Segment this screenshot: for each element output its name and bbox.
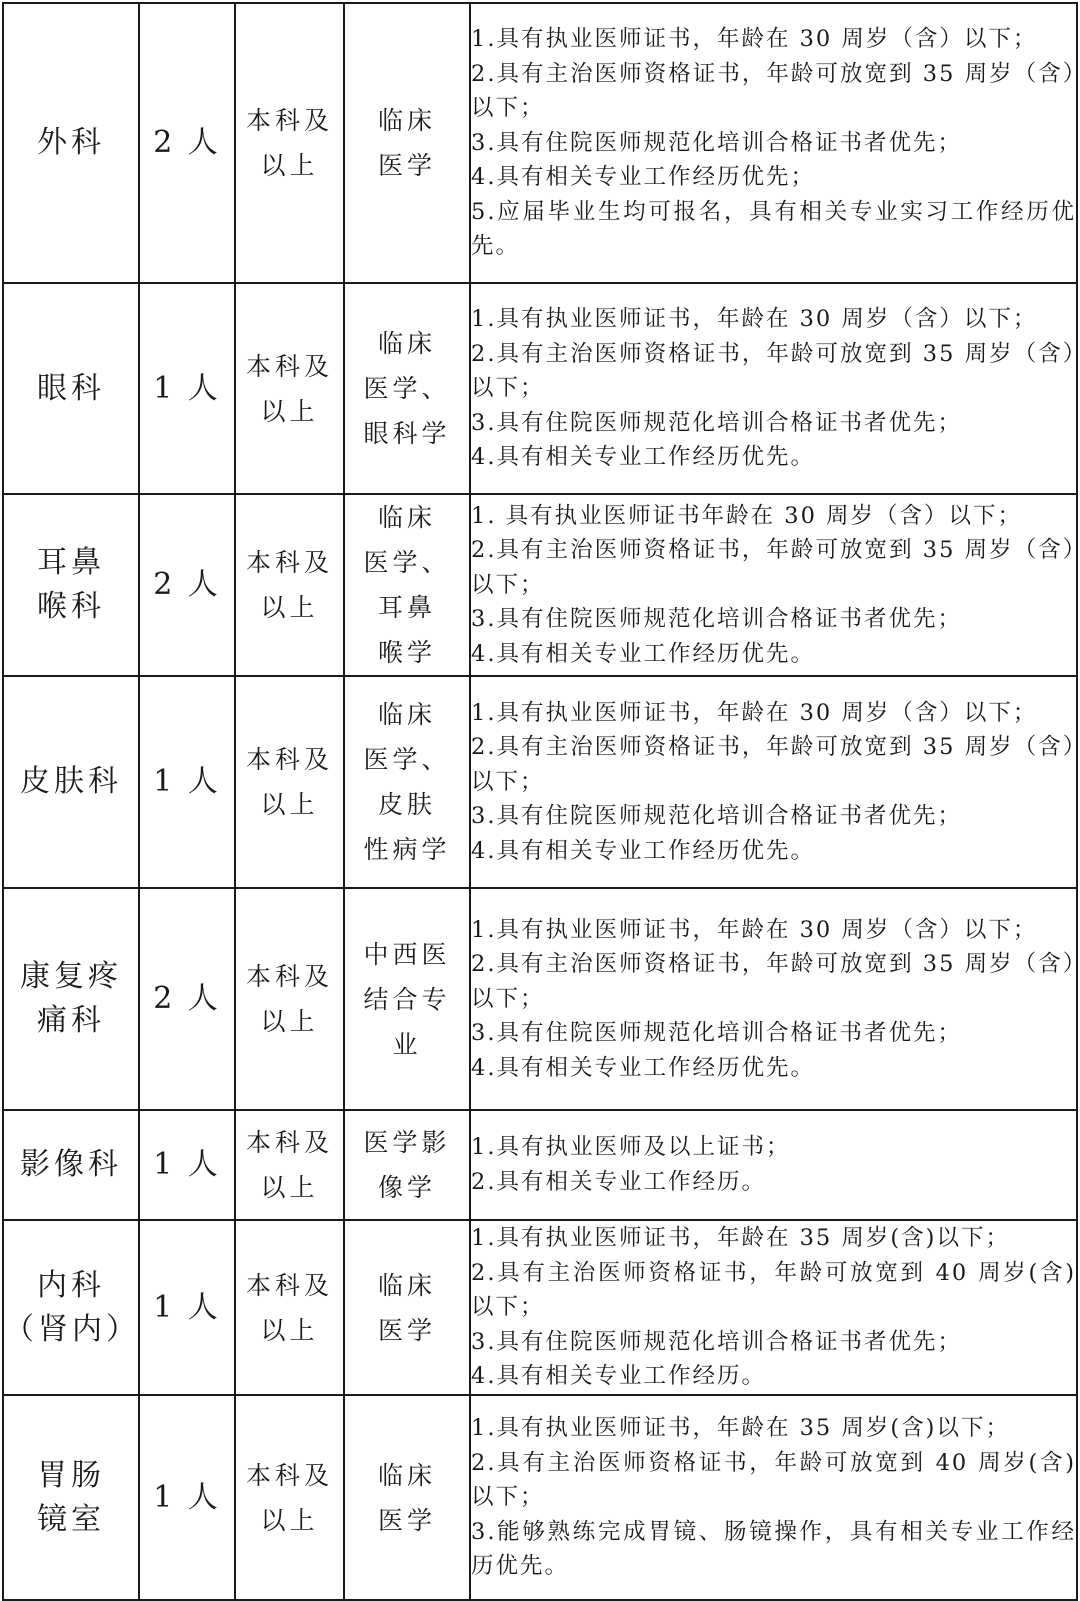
requirements-cell	[470, 3, 1077, 283]
major-line: 皮肤	[377, 790, 436, 819]
major-line: 眼科学	[363, 419, 451, 448]
table-row	[3, 494, 1077, 676]
major-line: 喉学	[377, 638, 436, 667]
requirements-cell	[470, 1220, 1077, 1395]
requirement-item: 2.具有主治医师资格证书，年龄可放宽到 35 周岁（含）以下；	[471, 60, 1076, 122]
requirement-item: 2.具有主治医师资格证书，年龄可放宽到 35 周岁（含）以下；	[471, 734, 1076, 795]
headcount-cell: 1 人	[139, 283, 235, 494]
requirement-item: 1.具有执业医师证书，年龄在 30 周岁（含）以下；	[471, 306, 1038, 333]
major-line: 业	[392, 1029, 422, 1059]
table-body	[3, 3, 1077, 1600]
requirement-item: 4.具有相关专业工作经历优先。	[471, 1054, 815, 1081]
major-cell	[344, 676, 470, 888]
requirement-item: 3.具有住院医师规范化培训合格证书者优先；	[471, 606, 962, 633]
major-cell	[344, 3, 470, 283]
major-line: 医学影	[363, 1128, 451, 1157]
requirement-item: 3.具有住院医师规范化培训合格证书者优先；	[471, 1020, 962, 1047]
education-line: 本科及	[245, 1128, 333, 1157]
major-line: 结合专	[363, 984, 451, 1014]
education-cell	[235, 1220, 344, 1395]
department-name: 皮肤科	[20, 764, 122, 799]
requirement-item: 3.具有住院医师规范化培训合格证书者优先；	[471, 409, 962, 436]
education-line: 本科及	[245, 106, 333, 135]
education-line: 本科及	[245, 351, 333, 381]
education-line: 以上	[260, 790, 319, 819]
major-line: 医学	[377, 1505, 436, 1535]
major-line: 临床	[377, 700, 436, 729]
major-line: 中西医	[363, 939, 451, 969]
department-cell	[3, 3, 139, 283]
table-row	[3, 1395, 1077, 1600]
requirement-item: 2.具有主治医师资格证书，年龄可放宽到 35 周岁（含）以下；	[471, 340, 1076, 402]
requirement-item: 1. 具有执业医师证书年龄在 30 周岁（含）以下；	[471, 502, 1023, 529]
department-name: （肾内）	[4, 1311, 140, 1347]
requirements-cell	[470, 1395, 1077, 1600]
department-name: 镜室	[37, 1501, 105, 1537]
major-line: 像学	[377, 1173, 436, 1202]
requirement-item: 3.能够熟练完成胃镜、肠镜操作，具有相关专业工作经历优先。	[471, 1518, 1076, 1580]
table-row	[3, 3, 1077, 283]
education-cell	[235, 1110, 344, 1220]
requirement-item: 2.具有主治医师资格证书，年龄可放宽到 40 周岁(含)以下；	[471, 1449, 1076, 1511]
requirement-item: 5.应届毕业生均可报名，具有相关专业实习工作经历优先。	[471, 198, 1076, 260]
education-cell	[235, 676, 344, 888]
major-line: 耳鼻	[377, 593, 436, 622]
education-line: 以上	[260, 151, 319, 180]
headcount-cell: 2 人	[139, 3, 235, 283]
department-name: 痛科	[37, 1003, 105, 1038]
education-line: 本科及	[245, 1270, 333, 1300]
education-cell	[235, 283, 344, 494]
department-cell	[3, 1395, 139, 1600]
requirements-cell	[470, 494, 1077, 676]
education-cell	[235, 494, 344, 676]
headcount-cell: 2 人	[139, 888, 235, 1110]
education-line: 以上	[260, 1315, 319, 1345]
education-cell	[235, 1395, 344, 1600]
department-name: 胃肠	[37, 1457, 105, 1493]
education-line: 以上	[260, 1173, 319, 1202]
requirements-cell	[470, 888, 1077, 1110]
department-name: 耳鼻	[37, 545, 105, 580]
major-cell	[344, 888, 470, 1110]
department-name: 内科	[37, 1267, 105, 1303]
headcount-cell: 1 人	[139, 1110, 235, 1220]
requirement-item: 1.具有执业医师及以上证书；	[471, 1134, 791, 1161]
department-cell	[3, 1110, 139, 1220]
requirement-item: 3.具有住院医师规范化培训合格证书者优先；	[471, 129, 962, 156]
education-line: 以上	[260, 396, 319, 426]
requirement-item: 4.具有相关专业工作经历优先。	[471, 837, 815, 864]
requirement-item: 1.具有执业医师证书，年龄在 30 周岁（含）以下；	[471, 916, 1038, 943]
department-cell	[3, 494, 139, 676]
requirement-item: 1.具有执业医师证书，年龄在 30 周岁（含）以下；	[471, 699, 1038, 726]
major-cell	[344, 283, 470, 494]
education-line: 以上	[260, 1505, 319, 1535]
requirement-item: 1.具有执业医师证书，年龄在 35 周岁(含)以下；	[471, 1415, 1010, 1442]
table-row	[3, 676, 1077, 888]
department-name: 眼科	[37, 370, 105, 406]
department-cell	[3, 888, 139, 1110]
education-line: 本科及	[245, 745, 333, 774]
major-line: 医学、	[363, 745, 451, 774]
requirement-item: 3.具有住院医师规范化培训合格证书者优先；	[471, 1328, 962, 1355]
department-cell	[3, 1220, 139, 1395]
major-line: 医学、	[363, 374, 451, 403]
major-cell	[344, 1110, 470, 1220]
department-name: 康复疼	[20, 959, 122, 994]
requirement-item: 1.具有执业医师证书，年龄在 35 周岁(含)以下；	[471, 1225, 1010, 1252]
department-name: 喉科	[37, 589, 105, 624]
headcount-cell: 1 人	[139, 676, 235, 888]
table-row	[3, 1110, 1077, 1220]
table-row	[3, 1220, 1077, 1395]
requirement-item: 2.具有相关专业工作经历。	[471, 1169, 766, 1195]
education-line: 本科及	[245, 1460, 333, 1490]
education-line: 以上	[260, 593, 319, 622]
major-line: 临床	[377, 503, 436, 532]
requirement-item: 4.具有相关专业工作经历优先；	[471, 164, 815, 191]
major-line: 医学	[377, 1315, 436, 1345]
education-cell	[235, 3, 344, 283]
major-line: 临床	[377, 106, 436, 135]
requirement-item: 4.具有相关专业工作经历优先。	[471, 640, 815, 667]
requirement-item: 2.具有主治医师资格证书，年龄可放宽到 40 周岁(含)以下；	[471, 1259, 1076, 1321]
requirement-item: 2.具有主治医师资格证书，年龄可放宽到 35 周岁（含）以下；	[471, 537, 1076, 598]
major-line: 临床	[377, 1460, 436, 1490]
recruitment-table	[2, 2, 1078, 1601]
requirement-item: 3.具有住院医师规范化培训合格证书者优先；	[471, 803, 962, 830]
education-line: 本科及	[245, 548, 333, 577]
requirement-item: 1.具有执业医师证书，年龄在 30 周岁（含）以下；	[471, 25, 1038, 52]
education-cell	[235, 888, 344, 1110]
major-line: 性病学	[363, 835, 451, 864]
major-line: 医学、	[363, 548, 451, 577]
major-cell	[344, 494, 470, 676]
major-cell	[344, 1220, 470, 1395]
requirement-item: 2.具有主治医师资格证书，年龄可放宽到 35 周岁（含）以下；	[471, 951, 1076, 1012]
table-row	[3, 283, 1077, 494]
requirements-cell	[470, 676, 1077, 888]
education-line: 本科及	[245, 962, 333, 991]
major-line: 临床	[377, 329, 436, 358]
department-cell	[3, 676, 139, 888]
department-cell	[3, 283, 139, 494]
headcount-cell: 1 人	[139, 1395, 235, 1600]
headcount-cell: 2 人	[139, 494, 235, 676]
major-line: 医学	[377, 151, 436, 180]
requirement-item: 4.具有相关专业工作经历优先。	[471, 444, 815, 471]
requirements-cell	[470, 283, 1077, 494]
education-line: 以上	[260, 1007, 319, 1036]
requirements-cell	[470, 1110, 1077, 1220]
major-line: 临床	[377, 1270, 436, 1300]
department-name: 影像科	[20, 1147, 122, 1182]
requirement-item: 4.具有相关专业工作经历。	[471, 1363, 766, 1390]
table-row	[3, 888, 1077, 1110]
department-name: 外科	[37, 125, 105, 160]
major-cell	[344, 1395, 470, 1600]
headcount-cell: 1 人	[139, 1220, 235, 1395]
